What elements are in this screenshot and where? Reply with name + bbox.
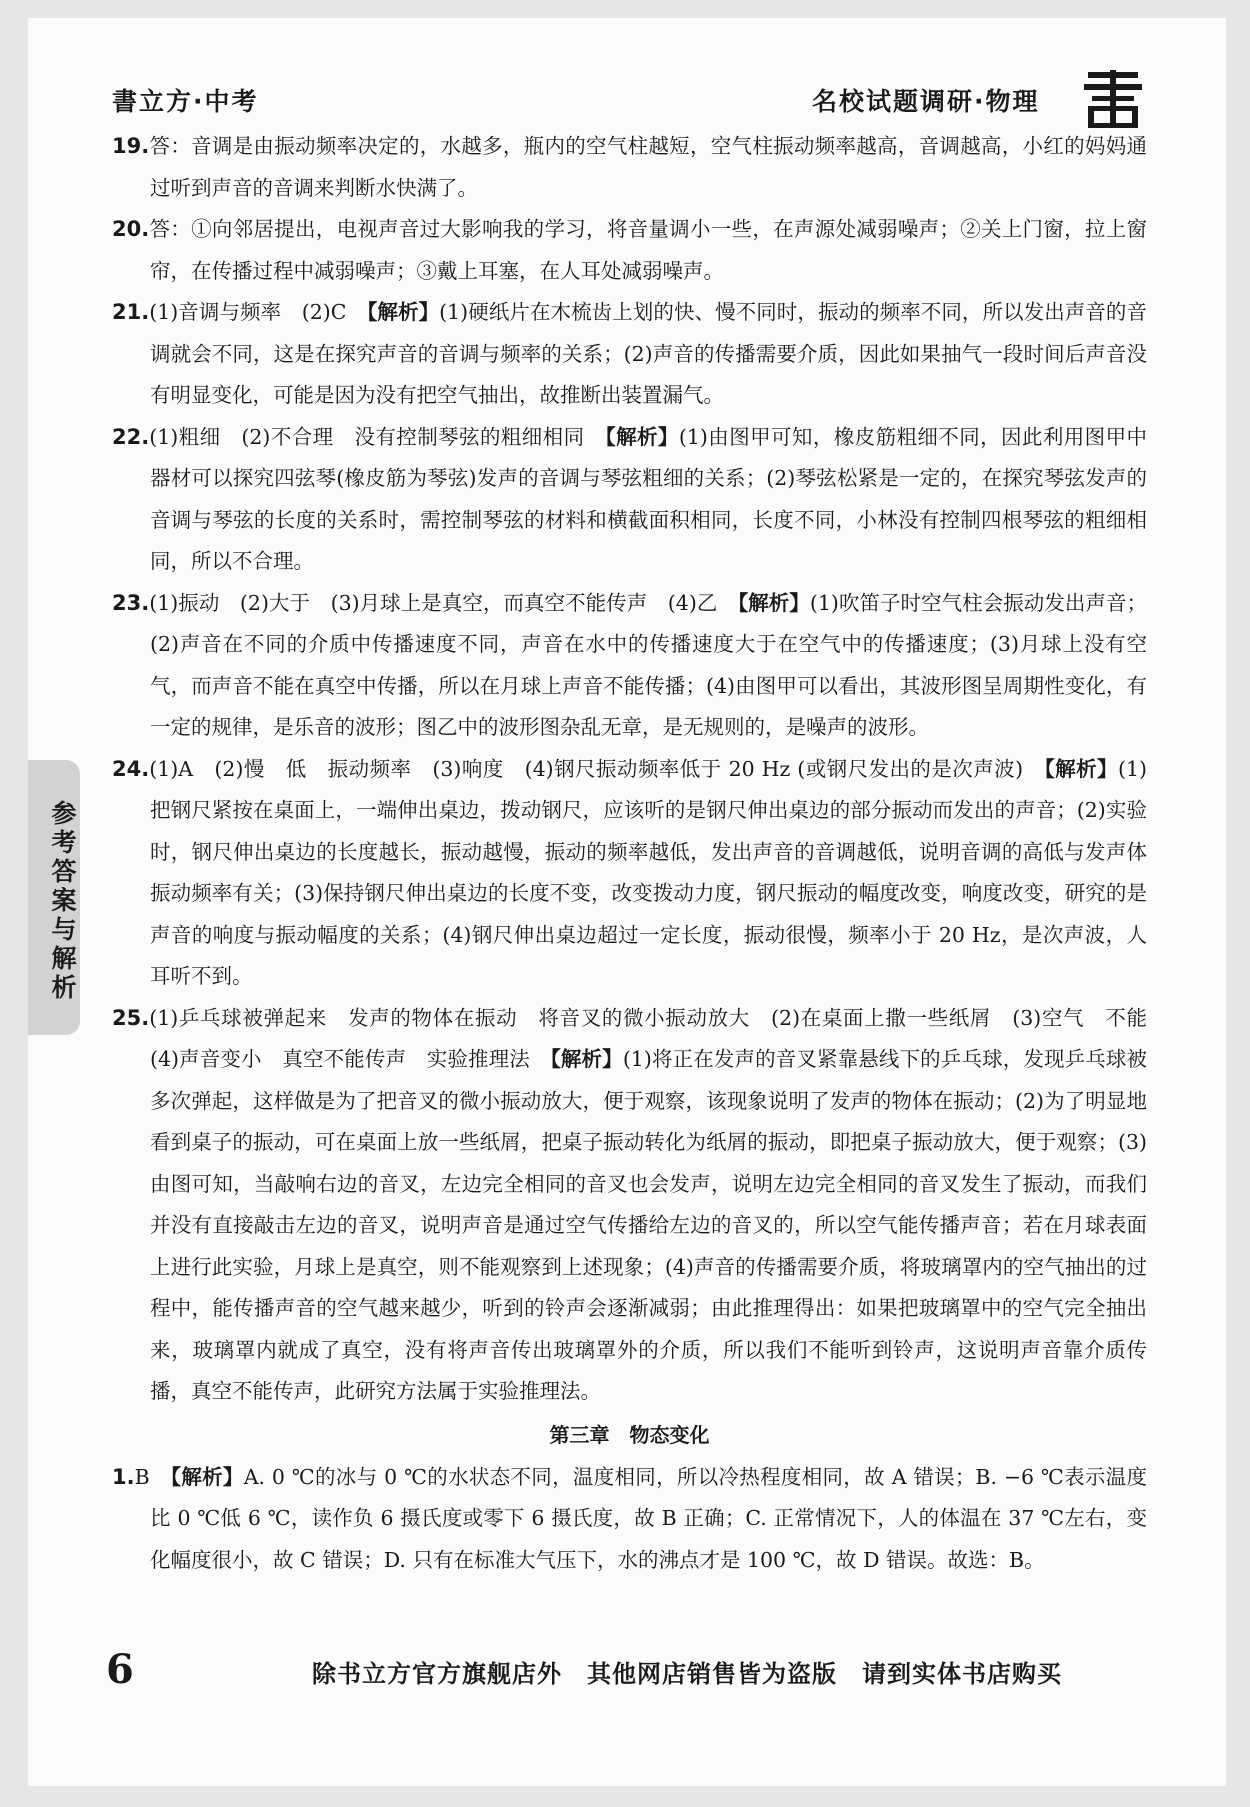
answer-item (112, 583, 1147, 749)
analysis-tag: 【解析】 (367, 300, 440, 324)
question-number: 22. (112, 424, 150, 449)
side-tab-label: 参考答案与解析 (48, 800, 77, 1003)
question-number: 19. (112, 134, 150, 158)
answer-text: 答：音调是由振动频率决定的，水越多，瓶内的空气柱越短，空气柱振动频率越高，音调越高，小红的妈妈通过听到声音的音调来判断水快满了。 (149, 134, 1147, 200)
question-number: 24. (112, 756, 150, 781)
analysis-tag: 【解析】 (737, 590, 810, 615)
answer-item (112, 749, 1147, 998)
header-brand: 書立方·中考 (112, 87, 259, 116)
answer-text: (1)粗细 (2)不合理 没有控制琴弦的粗细相同 (149, 424, 606, 449)
answer-text: (1)振动 (2)大于 (3)月球上是真空，而真空不能传声 (4)乙 (149, 590, 738, 615)
question-number: 1. (112, 1464, 135, 1489)
answer-text: 答：①向邻居提出，电视声音过大影响我的学习，将音量调小一些，在声源处减弱噪声；②关上门窗，拉上窗帘，在传播过程中减弱噪声；③戴上耳塞，在人耳处减弱噪声。 (149, 217, 1147, 283)
analysis-text: (1)硬纸片在木梳齿上划的快、慢不同时，振动的频率不同，所以发出声音的音调就会不同，这是在探究声音的音调与频率的关系；(2)声音的传播需要介质，因此如果抽气一段时间后声音没有明显变化，可能是因为没有把空气抽出，故推断出装置漏气。 (150, 300, 1147, 407)
header-subject: 名校试题调研·物理 (812, 87, 1040, 116)
analysis-text: (1)由图甲可知，橡皮筋粗细不同，因此利用图甲中器材可以探究四弦琴(橡皮筋为琴弦)发声的音调与琴弦粗细的关系；(2)琴弦松紧是一定的，在探究琴弦发声的音调与琴弦的长度的关系时，需控制琴弦的材料和横截面积相同，长度不同，小林没有控制四根琴弦的粗细相同，所以不合理。 (150, 424, 1148, 573)
answer-text: (1)音调与频率 (2)C (149, 300, 368, 324)
answer-text: (1)A (2)慢 低 振动频率 (3)响度 (4)钢尺振动频率低于 20 Hz (或钢尺发出的是次声波) (149, 756, 1045, 781)
answer-item (112, 209, 1147, 292)
answer-item (112, 126, 1147, 209)
question-number: 21. (112, 300, 150, 324)
question-number: 25. (112, 1005, 150, 1030)
chapter-title: 第三章 物态变化 (549, 1422, 710, 1447)
footer-notice: 除书立方官方旗舰店外 其他网店销售皆为盗版 请到实体书店购买 (312, 1660, 1062, 1688)
page-number: 6 (106, 1646, 134, 1693)
side-tab (28, 760, 80, 1035)
answer-item (112, 1457, 1147, 1582)
question-number: 23. (112, 590, 150, 615)
answer-item (112, 998, 1168, 1413)
analysis-tag: 【解析】 (170, 1464, 244, 1489)
analysis-text: (1)吹笛子时空气柱会振动发出声音；(2)声音在不同的介质中传播速度不同，声音在水中的传播速度大于在空气中的传播速度；(3)月球上没有空气，而声音不能在真空中传播，所以在月球上声音不能传播；(4)由图甲可以看出，其波形图呈周期性变化，有一定的规律，是乐音的波形；图乙中的波形图杂乱无章，是无规则的，是噪声的波形。 (150, 590, 1147, 739)
answer-text: B (134, 1464, 171, 1489)
answer-item (112, 417, 1147, 583)
analysis-text: (1)将正在发声的音叉紧靠悬线下的乒乓球，发现乒乓球被多次弹起，这样做是为了把音叉的微小振动放大，便于观察，该现象说明了发声的物体在振动；(2)为了明显地看到桌子的振动，可在桌面上放一些纸屑，把桌子振动转化为纸屑的振动，即把桌子振动放大，便于观察；(3)由图可知，当敲响右边的音叉，左边完全相同的音叉也会发声，说明左边完全相同的音叉发生了振动，而我们并没有直接敲击左边的音叉，说明声音是通过空气传播给左边的音叉的，所以空气能传播声音；若在月球表面上进行此实验，月球上是真空，则不能观察到上述现象；(4)声音的传播需要介质，将玻璃罩内的空气抽出的过程中，能传播声音的空气越来越少，听到的铃声会逐渐减弱；由此推理得出：如果把玻璃罩中的空气完全抽出来，玻璃罩内就成了真空，没有将声音传出玻璃罩外的介质，所以我们不能听到铃声，这说明声音靠介质传播，真空不能传声，此研究方法属于实验推理法。 (150, 1047, 1147, 1403)
answer-item (112, 292, 1147, 417)
analysis-text: (1)把钢尺紧按在桌面上，一端伸出桌边，拨动钢尺，应该听的是钢尺伸出桌边的部分振动而发出的声音；(2)实验时，钢尺伸出桌边的长度越长，振动越慢，振动的频率越低，发出声音的音调越低，说明音调的高低与发声体振动频率有关；(3)保持钢尺伸出桌边的长度不变，改变拨动力度，钢尺振动的幅度改变，响度改变，研究的是声音的响度与振动幅度的关系；(4)钢尺伸出桌边超过一定长度，振动很慢，频率小于 20 Hz，是次声波，人耳听不到。 (150, 756, 1148, 988)
question-number: 20. (112, 217, 150, 241)
analysis-text: A. 0 ℃的冰与 0 ℃的水状态不同，温度相同，所以冷热程度相同，故 A 错误；B. −6 ℃表示温度比 0 ℃低 6 ℃，读作负 6 摄氏度或零下 6 摄氏度，故 B 正确；C. 正常情况下，人的体温在 37 ℃左右，变化幅度很小，故 C 错误；D. 只有在标准大气压下，水的沸点才是 100 ℃，故 D 错误。故选：B。 (150, 1464, 1148, 1572)
analysis-tag: 【解析】 (605, 424, 679, 449)
analysis-tag: 【解析】 (550, 1047, 623, 1071)
answer-text: (1)乒乓球被弹起来 发声的物体在振动 将音叉的微小振动放大 (2)在桌面上撒一些纸屑 (3)空气 不能 (4)声音变小 真空不能传声 实验推理法 (149, 1005, 1168, 1071)
analysis-tag: 【解析】 (1044, 756, 1118, 781)
answer-content (112, 126, 1168, 1581)
book-logo-icon (1082, 70, 1144, 128)
